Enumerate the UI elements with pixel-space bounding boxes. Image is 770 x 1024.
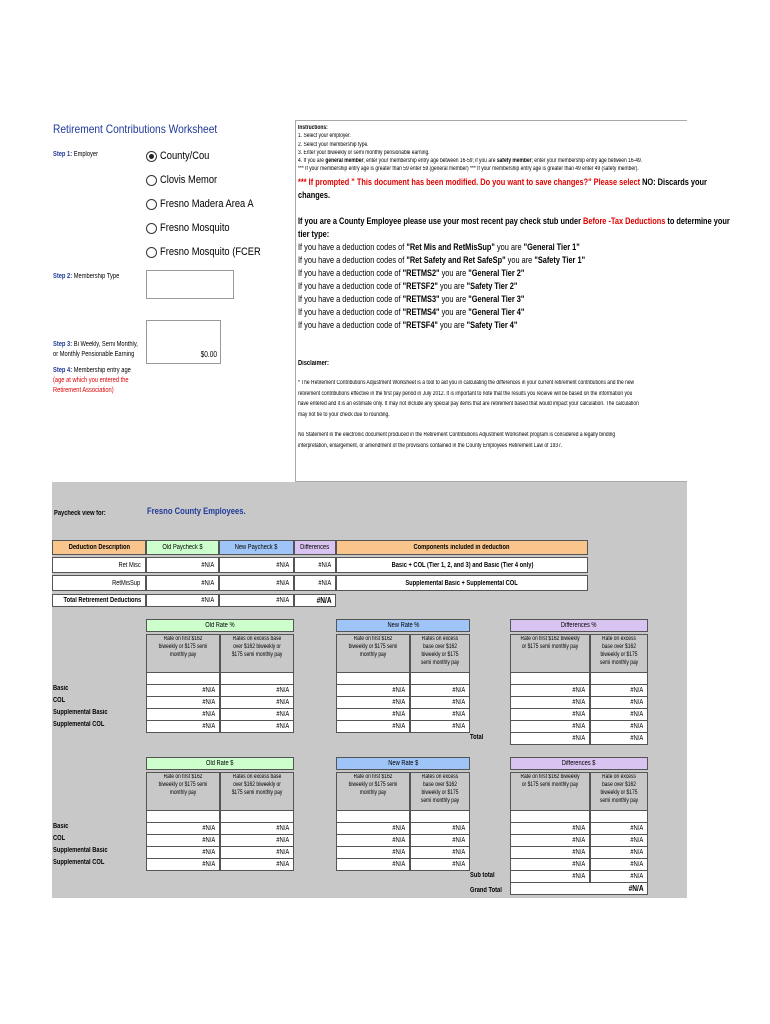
text: "RETMS4" — [402, 306, 440, 317]
text: to determine your — [665, 215, 730, 226]
paycheck-view-label: Paycheck view for: — [54, 510, 106, 517]
text: If you have a deduction code of — [298, 280, 403, 291]
text: "RETMS2" — [402, 267, 440, 278]
text: #N/A — [452, 837, 466, 844]
step4-prefix: Step 4: — [53, 367, 73, 374]
rate-cell — [146, 720, 220, 733]
text: you are — [439, 293, 469, 304]
step4-label — [53, 366, 131, 396]
text: #N/A — [202, 861, 216, 868]
text: New Rate % — [387, 622, 419, 629]
total-row-old — [146, 594, 219, 607]
employer-radio-group — [146, 147, 261, 261]
text: If you are a County Employee please use your most recent pay check stub under — [298, 215, 584, 226]
instructions-heading: Instructions: — [298, 125, 328, 131]
text: #N/A — [630, 711, 644, 718]
step2-prefix: Step 2: — [53, 273, 73, 280]
text: #N/A — [452, 711, 466, 718]
step3-text2: or Monthly Pensionable Earning — [53, 351, 135, 358]
row-old — [146, 575, 219, 591]
radio-icon — [146, 247, 157, 258]
grand-total-label: Grand Total — [470, 887, 502, 894]
text: you are — [494, 241, 524, 252]
save-prompt-note — [298, 176, 707, 189]
text: #N/A — [276, 849, 290, 856]
text: Rate on first $162 biweekly or $175 semi monthly pay — [348, 774, 398, 796]
text: #N/A — [392, 825, 406, 832]
text: #N/A — [318, 579, 332, 587]
deduction-code-line — [298, 319, 617, 332]
text: Differences % — [561, 622, 597, 629]
step4-text: Membership entry age — [73, 367, 131, 374]
text: "Safety Tier 1" — [534, 254, 586, 265]
total-cell — [510, 732, 590, 745]
text: If you have a deduction code of — [298, 319, 403, 330]
rate-cell — [410, 858, 470, 871]
col-header-new — [219, 540, 294, 555]
text: RetMisSup — [111, 579, 140, 587]
step3-text1: Bi Weekly, Semi Monthly, — [73, 341, 138, 348]
text: #N/A — [572, 837, 586, 844]
text: #N/A — [630, 687, 644, 694]
row-new — [219, 557, 294, 573]
text: Rates on excess base over $162 biweekly or $175 semi monthly pay — [231, 774, 283, 796]
text: #N/A — [202, 825, 216, 832]
worksheet-title: Retirement Contributions Worksheet — [53, 122, 218, 136]
text: Total Retirement Deductions — [63, 597, 142, 604]
notice-line: interpretation, enlargement, or amendment of the provisions contained in the County Employees Retirement Law of 1937. — [298, 442, 563, 449]
deduction-code-line — [298, 280, 617, 293]
row-old — [146, 557, 219, 573]
earning-input[interactable] — [146, 320, 221, 364]
text: #N/A — [202, 837, 216, 844]
rate-cell — [336, 858, 410, 871]
rate-row-label: COL — [53, 697, 66, 704]
total-cell — [590, 732, 648, 745]
disclaimer-heading: Disclaimer: — [298, 359, 329, 367]
disclaimer-line: have entered and it is an estimate only. It may not include any special pay items that are retirement based that would impact your calculation. The calculation — [298, 401, 639, 408]
text: Supplemental Basic + Supplemental COL — [405, 579, 519, 587]
text: #N/A — [202, 723, 216, 730]
step1-text: Employer — [73, 151, 98, 158]
text: 4. If you are — [298, 158, 326, 165]
text: Before -Tax Deductions — [583, 215, 666, 226]
text: #N/A — [452, 849, 466, 856]
rate-cell — [220, 720, 294, 733]
text: #N/A — [276, 711, 290, 718]
rate-row-label: Supplemental Basic — [53, 709, 108, 716]
text: Rate on first $162 biweekly or $175 semi monthly pay — [158, 774, 208, 796]
deduction-code-line — [298, 267, 617, 280]
text: If you have a deduction codes of — [298, 241, 407, 252]
employer-option-label: County/Cou — [160, 150, 210, 162]
deduction-code-line — [298, 293, 617, 306]
row-desc — [52, 557, 146, 573]
text: #N/A — [202, 699, 216, 706]
text: "Ret Safety and Ret SafeSp" — [406, 254, 506, 265]
rate-row-label: Supplemental COL — [53, 859, 105, 866]
step3-prefix: Step 3: — [53, 341, 73, 348]
text: If you have a deduction code of — [298, 267, 403, 278]
old-rate-dol-header — [146, 757, 294, 770]
deduction-code-line — [298, 241, 617, 254]
text: #N/A — [572, 849, 586, 856]
text: #N/A — [630, 825, 644, 832]
save-prompt-note-2: changes. — [298, 189, 330, 200]
total-row-new — [219, 594, 294, 607]
text: you are — [437, 319, 467, 330]
employer-option-label: Fresno Madera Area A — [160, 198, 254, 210]
col-header-components — [336, 540, 588, 555]
col-header-description — [52, 540, 146, 555]
text: "RETSF4" — [402, 319, 438, 330]
text: ; enter your membership entry age between 16-49. — [531, 158, 643, 165]
text: Rate on first $162 biweekly or $175 semi monthly pay — [158, 636, 208, 658]
text: Basic + COL (Tier 1, 2, and 3) and Basic (Tier 4 only) — [391, 561, 533, 569]
text: "Safety Tier 2" — [466, 280, 518, 291]
rate-row-label: Basic — [53, 685, 69, 692]
text: #N/A — [201, 561, 215, 569]
text: "Ret Mis and RetMisSup" — [406, 241, 495, 252]
text: #N/A — [392, 723, 406, 730]
text: Rate on first $162 biweekly or $175 semi monthly pay — [348, 636, 398, 658]
employer-option-fresno-madera[interactable] — [146, 195, 254, 213]
text: general member — [325, 158, 364, 165]
new-rate-dol-header — [336, 757, 470, 770]
text: Rates on excess base over $162 biweekly or $175 semi monthly pay — [420, 774, 460, 804]
text: #N/A — [316, 596, 332, 605]
diff-rate-pct-header — [510, 619, 648, 632]
text: #N/A — [392, 849, 406, 856]
employer-option-label: Clovis Memor — [160, 174, 218, 186]
text: #N/A — [572, 711, 586, 718]
text: #N/A — [276, 597, 290, 604]
text: New Rate $ — [387, 760, 418, 767]
text: Deduction Description — [68, 544, 130, 551]
old-rate-pct-header — [146, 619, 294, 632]
text: you are — [437, 280, 467, 291]
text: #N/A — [630, 699, 644, 706]
text: #N/A — [202, 687, 216, 694]
paycheck-view-value: Fresno County Employees. — [147, 506, 246, 516]
text: #N/A — [276, 579, 290, 587]
col-header-old — [146, 540, 219, 555]
text: #N/A — [392, 837, 406, 844]
step2-label — [53, 272, 119, 282]
disclaimer-line: retirement contributions effective in the first pay period in July 2012. It is important to note that the results you receive will be based on the information you — [298, 390, 633, 397]
radio-icon — [146, 175, 157, 186]
rate-row-label: Supplemental COL — [53, 721, 105, 728]
text: "General Tier 1" — [523, 241, 580, 252]
instruction-line: 2. Select your membership type. — [298, 141, 369, 148]
deduction-codes-list — [298, 241, 687, 332]
text: #N/A — [276, 687, 290, 694]
text: *** If prompted " This document has been modified. Do you want to save changes?" Please select — [298, 176, 641, 187]
text: #N/A — [630, 861, 644, 868]
text: #N/A — [392, 687, 406, 694]
text: New Paycheck $ — [235, 544, 278, 551]
rate-cell — [220, 858, 294, 871]
deduction-code-line — [298, 306, 617, 319]
radio-icon — [146, 223, 157, 234]
step2-text: Membership Type — [73, 273, 120, 280]
text: #N/A — [572, 861, 586, 868]
text: #N/A — [572, 699, 586, 706]
grand-total-cell — [510, 882, 648, 895]
text: #N/A — [452, 699, 466, 706]
text: Rate on first $162 biweekly or $175 semi monthly pay — [520, 636, 580, 650]
text: #N/A — [630, 723, 644, 730]
row-components — [336, 575, 588, 591]
instruction-line: 3. Enter your biweekly or semi monthly pensionable earning. — [298, 149, 430, 156]
earning-value: $0.00 — [200, 350, 217, 359]
total-row-diff — [294, 594, 336, 607]
text: #N/A — [452, 861, 466, 868]
rate-row-label: Basic — [53, 823, 69, 830]
rate-cell — [410, 720, 470, 733]
instruction-line: 1. Select your employer. — [298, 133, 351, 140]
step4-note1: (age at which you entered the — [53, 377, 129, 384]
text: NO: Discards your — [640, 176, 707, 187]
text: #N/A — [630, 735, 644, 742]
rate-row-label: Supplemental Basic — [53, 847, 108, 854]
text: #N/A — [572, 873, 586, 880]
text: safety member — [496, 158, 532, 165]
text: Rates on excess base over $162 biweekly or $175 semi monthly pay — [420, 636, 460, 666]
row-diff — [294, 557, 336, 573]
employer-option-fresno-mosquito[interactable] — [146, 219, 246, 237]
text: #N/A — [628, 884, 644, 893]
text: ; enter your membership entry age between 16-59; if you are — [363, 158, 497, 165]
text: #N/A — [318, 561, 332, 569]
text: Rate on excess base over $162 biweekly or $175 semi monthly pay — [599, 636, 639, 666]
text: #N/A — [276, 861, 290, 868]
text: #N/A — [630, 873, 644, 880]
text: "General Tier 4" — [468, 306, 525, 317]
text: Rate on first $162 biweekly or $175 semi monthly pay — [520, 774, 580, 788]
text: you are — [505, 254, 535, 265]
text: #N/A — [276, 825, 290, 832]
text: #N/A — [276, 699, 290, 706]
text: Differences — [300, 544, 330, 551]
col-header-diff — [294, 540, 336, 555]
radio-selected-icon — [146, 151, 157, 162]
step4-note2: Retirement Association) — [53, 387, 114, 394]
text: #N/A — [392, 699, 406, 706]
employer-option-fresno-mosquito-fcer[interactable] — [146, 243, 261, 261]
text: #N/A — [572, 687, 586, 694]
employer-option-clovis[interactable] — [146, 171, 246, 189]
text: #N/A — [276, 561, 290, 569]
text: Differences $ — [562, 760, 596, 767]
step3-label — [53, 340, 138, 360]
instruction-line: *** If your membership entry age is greater than 59 enter 59 (general member) *** If your membership entry age is greater than 49 enter 49 (safety member). — [298, 166, 639, 173]
text: #N/A — [201, 597, 215, 604]
text: "General Tier 2" — [468, 267, 525, 278]
text: you are — [439, 267, 469, 278]
membership-type-select[interactable] — [146, 270, 234, 299]
deduction-code-line — [298, 254, 617, 267]
text: "RETSF2" — [402, 280, 438, 291]
county-note — [298, 215, 730, 228]
text: Components included in deduction — [414, 544, 510, 551]
text: "General Tier 3" — [468, 293, 525, 304]
notice-line: No Statement in the electronic document produced in the Retirement Contributions Adjustment Worksheet program is considered a legally binding — [298, 432, 616, 439]
disclaimer-line: * The Retirement Contributions Adjustment Worksheet is a tool to aid you in calculating the differences in your current retirement contributions and the new — [298, 380, 635, 387]
text: "RETMS3" — [402, 293, 440, 304]
total-row-desc — [52, 594, 146, 607]
rate-cell — [336, 720, 410, 733]
radio-icon — [146, 199, 157, 210]
text: Rate on excess base over $162 biweekly or $175 semi monthly pay — [599, 774, 639, 804]
text: #N/A — [202, 711, 216, 718]
instructions-panel — [295, 120, 730, 482]
text: If you have a deduction code of — [298, 306, 403, 317]
diff-rate-dol-header — [510, 757, 648, 770]
text: #N/A — [572, 825, 586, 832]
text: Old Paycheck $ — [162, 544, 203, 551]
row-diff — [294, 575, 336, 591]
text: #N/A — [392, 861, 406, 868]
text: #N/A — [572, 735, 586, 742]
pct-total-label: Total — [470, 734, 484, 741]
calculation-area — [52, 482, 687, 898]
text: Rates on excess base over $162 biweekly or $175 semi monthly pay — [231, 636, 283, 658]
text: If you have a deduction codes of — [298, 254, 407, 265]
disclaimer-line: may not tie to your check due to rounding. — [298, 411, 390, 418]
instruction-line — [298, 157, 643, 165]
text: #N/A — [452, 825, 466, 832]
text: #N/A — [201, 579, 215, 587]
new-rate-pct-header — [336, 619, 470, 632]
text: #N/A — [202, 849, 216, 856]
text: #N/A — [452, 723, 466, 730]
text: #N/A — [630, 849, 644, 856]
subtotal-label: Sub total — [470, 872, 495, 879]
employer-option-county[interactable] — [146, 147, 246, 165]
text: #N/A — [392, 711, 406, 718]
step1-prefix: Step 1: — [53, 151, 73, 158]
text: If you have a deduction code of — [298, 293, 403, 304]
row-components — [336, 557, 588, 573]
text: "Safety Tier 4" — [466, 319, 518, 330]
row-desc — [52, 575, 146, 591]
text: #N/A — [276, 837, 290, 844]
step1-label — [53, 150, 98, 160]
text: Old Rate $ — [206, 760, 234, 767]
employer-option-label: Fresno Mosquito (FCER — [160, 246, 261, 258]
text: Ret Misc — [118, 561, 141, 569]
rate-row-label: COL — [53, 835, 66, 842]
text: #N/A — [452, 687, 466, 694]
text: #N/A — [572, 723, 586, 730]
text: #N/A — [276, 723, 290, 730]
county-note-2: tier type: — [298, 228, 330, 239]
rate-cell — [146, 858, 220, 871]
text: you are — [439, 306, 469, 317]
row-new — [219, 575, 294, 591]
text: #N/A — [630, 837, 644, 844]
employer-option-label: Fresno Mosquito — [160, 222, 230, 234]
text: Old Rate % — [205, 622, 235, 629]
